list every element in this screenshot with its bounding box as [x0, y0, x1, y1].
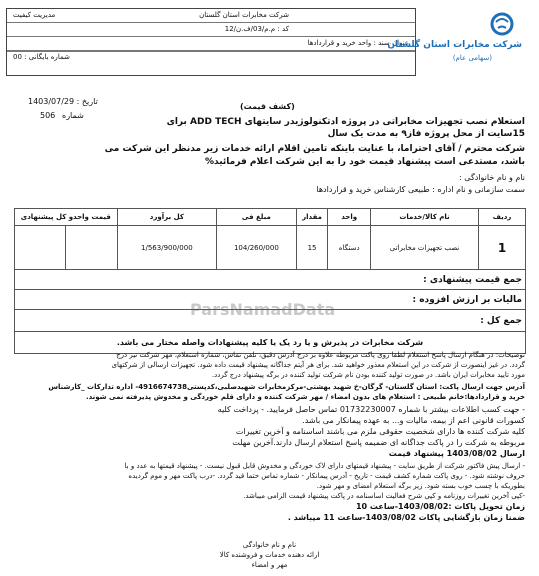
tax-label: مالیات بر ارزش افزوده : [15, 290, 526, 310]
signature-seal: مهر و امضاء [251, 561, 288, 569]
footer-note: شرکت مخابرات در پذیرش و یا رد یک یا کلیه پیشنهادات واصله مختار می باشد. [15, 332, 526, 354]
note-line: بطوریکه با چسب خوب بسته شود. زیر برگه استعلام امضای و مهر شود. [316, 482, 525, 490]
signer-line: سمت سازمانی و نام اداره : طبیعی کارشناس خرید و قراردادها [316, 185, 525, 194]
note-line: گردد. در غیر اینصورت از شرکت در این استعلام معذور خواهید شد. برای هر آیتم جداگانه پیشنهاد قیمت داده شود. تجهیزات ارسالی از شرکتهای [111, 361, 525, 369]
signature-role: ارائه دهنده خدمات و فروشنده کالا [219, 551, 320, 559]
sum-label: جمع قیمت پیشنهادی : [15, 270, 526, 290]
note-line: زمان تحویل پاکات :1403/08/02-ساعت 10 [355, 502, 525, 511]
items-table [14, 208, 526, 354]
cell-qty: 15 [296, 226, 328, 270]
greeting-line-2: باشد، مستدعی است پیشنهاد قیمت خود را به این شرکت اعلام فرمائید% [205, 157, 525, 167]
note-line: ضمنا زمان بازگشایی پاکات 1403/08/02-ساعت 11 میباشد . [287, 513, 525, 522]
subject: استعلام نصب تجهیزات مخابراتی در پروژه ادتکنولوژیدر سایتهای ADD TECH برای 15سایت از محل پروژه فاز۹ به مدت یک سال [166, 117, 525, 139]
greeting-line-1: شرکت محترم / آقای احتراما، با عنایت باینکه تامین اقلام ارائه خدمات زیر مدنظر این شرکت می [104, 144, 525, 154]
header-row-code [7, 23, 415, 37]
note-line: خرید و قراردادها:خانم طبیعی : استعلام های بدون امضاء / مهر شرکت کننده و دارای قلم خوردگی و مخدوش پذیرفته نمی شوند. [85, 393, 525, 401]
cell-offer-total[interactable] [66, 226, 117, 270]
header-row-org [7, 9, 415, 23]
col-header-qty: مقدار [296, 209, 328, 226]
header-box [6, 8, 416, 76]
doc-date: تاریخ : 1403/07/29 [28, 97, 98, 106]
note-line: حروف نوشته شود. - روی پاکت شماره کشف قیمت - تاریخ - آدرس پیمانکار - شماره تماس حتما قید گردد. -درب پاکت مهر و موم گردیده [128, 472, 525, 480]
doc-number-label: شماره [62, 111, 84, 120]
header-row-archive [7, 51, 415, 61]
note-line: - ارسال پیش فاکتور شرکت از طریق سایت - پیشنهاد قیمتهای دارای لاک خوردگی و مخدوش قابل قبول نیست. - پیشنهاد قیمتها به عدد و با [124, 462, 525, 470]
sum-row [15, 270, 526, 290]
total-row [15, 310, 526, 332]
header-row-title [7, 37, 415, 51]
company-logo [387, 10, 522, 68]
logo-subtext: (سهامی عام) [452, 54, 492, 62]
form-title: عنوان سند : واحد خرید و قراردادها [307, 39, 409, 47]
watermark: ParsNamadData [190, 300, 336, 319]
org-name: شرکت مخابرات استان گلستان [199, 11, 289, 19]
table-header-row [15, 209, 526, 226]
tax-row [15, 290, 526, 310]
col-header-total-estimate: کل برآورد [117, 209, 216, 226]
note-line: مربوطه به شرکت را در پاکت جداگانه ای ضمیمه پاسخ استعلام ارسال دارند.آخرین مهلت [232, 438, 525, 447]
cell-total-estimate: 1/563/900/000 [117, 226, 216, 270]
logo-text: شرکت مخابرات استان گلستان [387, 40, 522, 50]
notes-block [13, 350, 525, 523]
note-line: مورد تایید مخابرات ایران باشد. در صورت تولید کننده بودن نام شرکت تولید کننده در برگه پیشنهاد درج گردد. [211, 371, 525, 379]
note-line: -کپی آخرین تغییرات روزنامه و کپی شرح فعالیت اساسنامه در پاکت پیشنهاد قیمت الزامی میباشد. [243, 492, 525, 500]
note-line: آدرس جهت ارسال پاکت: استان گلستان- گرگان-خ شهید بهشتی-مرکزمخابرات شهیدصلبی،کدپستی4916674738- اداره تدارکات _کارشناس [48, 383, 525, 391]
archive-number: شماره بایگانی : 00 [13, 53, 70, 61]
doc-code: کد : م.م/03/ف.ن/12 [224, 25, 289, 33]
note-line: توضیحات: در هنگام ارسال پاسخ استعلام لطفا روی پاکت مربوطه علاوه بر درج آدرس دقیق، تلفن تماس، شماره استعلام، مهر شرکت نیز درج [116, 351, 525, 359]
dept-name: مدیریت کیفیت [13, 11, 56, 19]
note-line: کلیه شرکت کننده ها دارای شخصیت حقوقی ملزم می باشند اساسنامه و آخرین تغییرات [235, 427, 525, 436]
doc-number-value: 506 [40, 111, 56, 120]
total-label: جمع کل : [15, 310, 526, 332]
signer-label: نام و نام خانوادگی : [459, 173, 525, 182]
col-header-row-num: ردیف [479, 209, 526, 226]
cell-item: نصب تجهیزات مخابراتی [370, 226, 478, 270]
col-header-unit-price: مبلغ فی [217, 209, 297, 226]
signature-name: نام و نام خانوادگی [242, 541, 297, 549]
col-header-offer: قیمت واحدو کل پیشنهادی [15, 209, 118, 226]
note-line: ارسال 1403/08/02 پیشنهاد قیمت [388, 449, 525, 458]
cell-unit: دستگاه [328, 226, 371, 270]
col-header-unit: واحد [328, 209, 371, 226]
table-row [15, 226, 526, 270]
col-header-item: نام کالا/خدمات [370, 209, 478, 226]
doc-title: (کشف قیمت) [240, 102, 295, 111]
cell-offer-unit[interactable] [15, 226, 66, 270]
note-line: کسورات قانونی اعم از بیمه، مالیات و... به عهده پیمانکار می باشد. [302, 416, 525, 425]
cell-unit-price: 104/260/000 [217, 226, 297, 270]
cell-row-num: 1 [479, 226, 526, 270]
note-line: - جهت کسب اطلاعات بیشتر با شماره 01732230007 تماس حاصل فرمایید. - پرداخت کلیه [217, 405, 525, 414]
